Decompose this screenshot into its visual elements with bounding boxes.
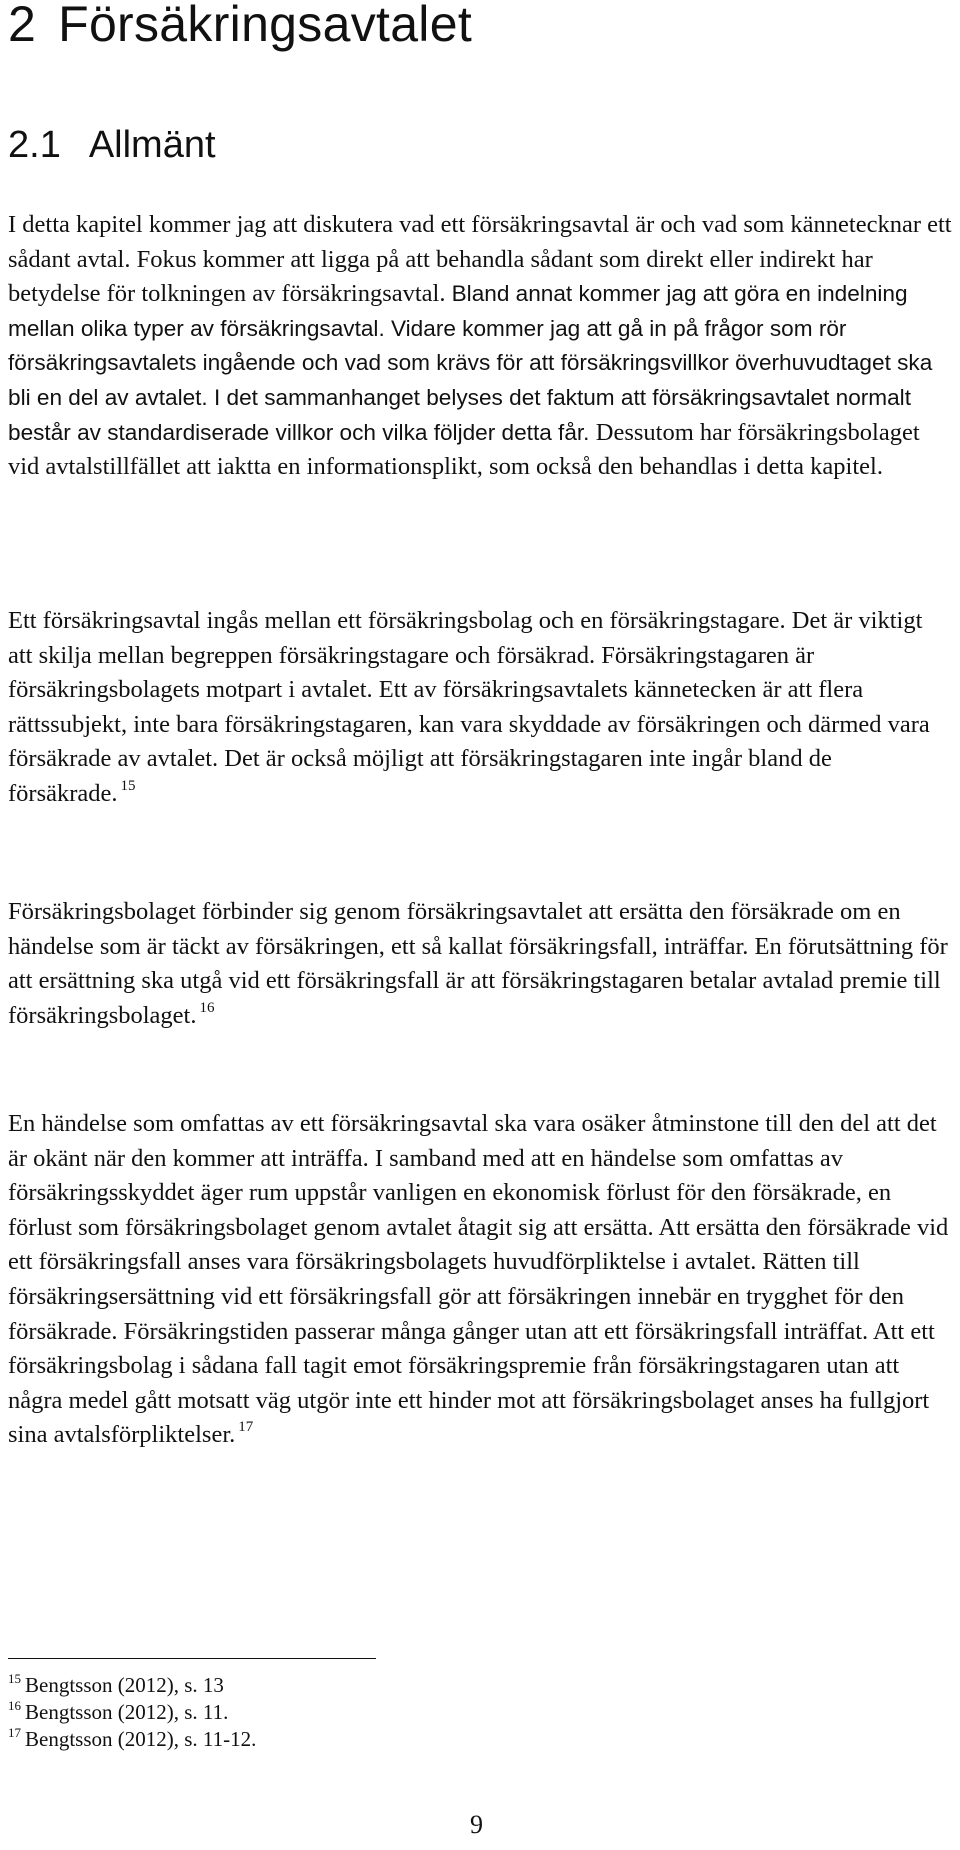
footnote: [8, 1726, 256, 1753]
paragraph-obligation-text: Försäkringsbolaget förbinder sig genom försäkringsavtalet att ersätta den försäkrade om en händelse som är täckt av försäkringen, ett så kallat försäkringsfall, inträffar. En förutsättning för att ersättning ska utgå vid ett försäkringsfall är att försäkringstagaren betalar avtalad premie till försäkringsbolaget.: [8, 898, 948, 1029]
section-heading: [8, 122, 216, 168]
paragraph-parties-text: Ett försäkringsavtal ingås mellan ett försäkringsbolag och en försäkringstagare. Det är viktigt att skilja mellan begreppen försäkringstagare och försäkrad. Försäkringstagaren är försäkringsbolagets motpart i avtalet. Ett av försäkringsavtalets kännetecken är att flera rättssubjekt, inte bara försäkringstagaren, kan vara skyddade av försäkringen och därmed vara försäkrade av avtalet. Det är också möjligt att försäkringstagaren inte ingår bland de försäkrade.: [8, 607, 930, 807]
footnote-text: Bengtsson (2012), s. 11-12.: [25, 1727, 257, 1751]
paragraph-parties: [8, 604, 952, 812]
footnote-divider: [8, 1658, 376, 1659]
paragraph-intro-part2: Bland annat kommer jag att göra en indelning mellan olika typer av försäkringsavtal. Vidare kommer jag att gå in på frågor som rör försäkringsavtalets ingående och vad som krävs för att försäkringsvillkor överhuvudtaget ska bli en del av avtalet. I det sammanhanget belyses det faktum att försäkringsavtalet normalt består av standardiserade villkor och vilka följder detta får.: [8, 281, 933, 445]
footnote-ref-16[interactable]: 16: [199, 999, 215, 1016]
footnote-number: 17: [8, 1725, 21, 1740]
footnote: [8, 1699, 256, 1726]
page-number: 9: [470, 1810, 483, 1839]
chapter-heading: [8, 0, 472, 54]
section-number: 2.1: [8, 124, 61, 166]
chapter-title: Försäkringsavtalet: [58, 0, 473, 52]
paragraph-intro: [8, 208, 952, 485]
footnote-number: 15: [8, 1671, 21, 1686]
footnote-ref-15[interactable]: 15: [120, 777, 136, 794]
footnote-ref-17[interactable]: 17: [238, 1419, 254, 1436]
footnote-text: Bengtsson (2012), s. 13: [25, 1673, 224, 1697]
paragraph-intro-part1: I detta kapitel kommer jag att diskutera vad ett försäkringsavtal är och vad som kännetecknar ett sådant avtal. Fokus kommer att ligga på att behandla sådant som direkt eller indirekt har betydelse för tolkningen av försäkringsavtal.: [8, 211, 952, 308]
section-title: Allmänt: [88, 124, 216, 166]
chapter-number: 2: [8, 0, 37, 52]
footnote-text: Bengtsson (2012), s. 11.: [25, 1700, 229, 1724]
footnote: [8, 1672, 256, 1699]
footnote-number: 16: [8, 1698, 21, 1713]
paragraph-event: [8, 1107, 952, 1453]
paragraph-intro-part3: Dessutom har försäkringsbolaget vid avtalstillfället att iaktta en informationsplikt, som också den behandlas i detta kapitel.: [8, 418, 920, 481]
paragraph-obligation: [8, 895, 952, 1033]
paragraph-event-text: En händelse som omfattas av ett försäkringsavtal ska vara osäker åtminstone till den del att det är okänt när den kommer att inträffa. I samband med att en händelse som omfattas av försäkringsskyddet äger rum uppstår vanligen en ekonomisk förlust för den försäkrade, en förlust som försäkringsbolaget genom avtalet åtagit sig att ersätta. Att ersätta den försäkrade vid ett försäkringsfall anses vara försäkringsbolagets huvudförpliktelse i avtalet. Rätten till försäkringsersättning vid ett försäkringsfall gör att försäkringen innebär en trygghet för den försäkrade. Försäkringstiden passerar många gånger utan att ett försäkringsfall inträffat. Att ett försäkringsbolag i sådana fall tagit emot försäkringspremie från försäkringstagaren utan att några medel gått motsatt väg utgör inte ett hinder mot att försäkringsbolaget anses ha fullgjort sina avtalsförpliktelser.: [8, 1110, 949, 1449]
document-page: [8, 0, 952, 1850]
footnotes: [8, 1672, 256, 1753]
